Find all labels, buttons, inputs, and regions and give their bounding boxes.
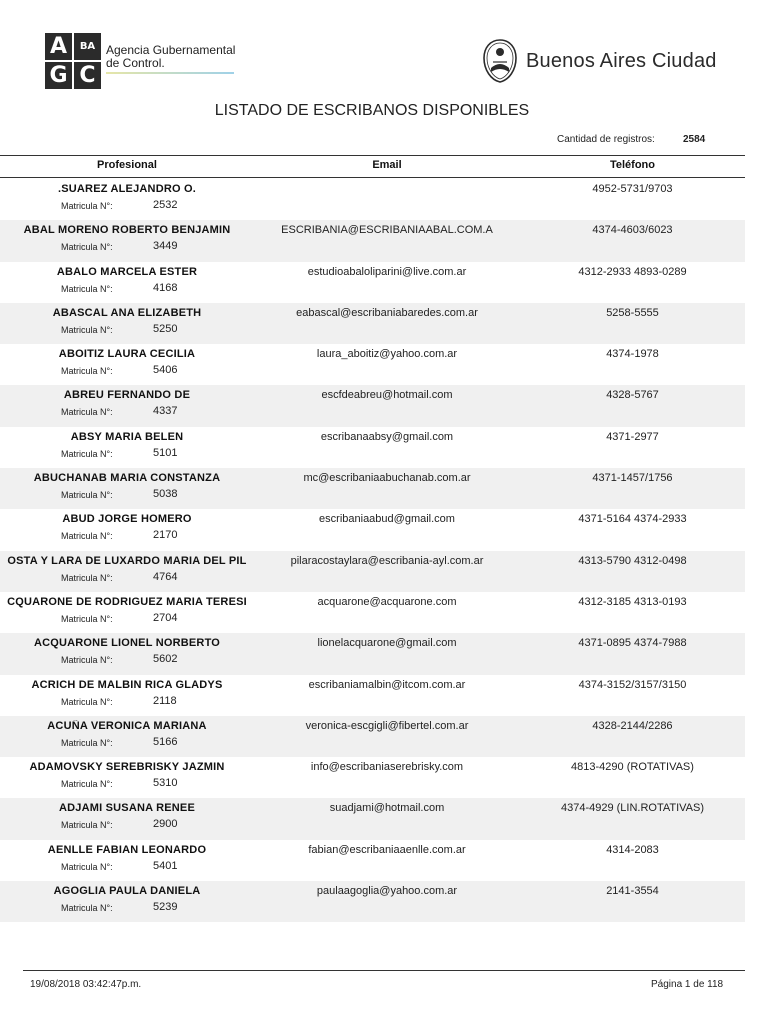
column-header-email: Email [372,159,402,171]
telefono-cell: 4374-4603/6023 [592,224,673,237]
email-cell: mc@escribaniaabuchanab.com.ar [303,472,471,485]
matricula-label: Matricula N°: [61,324,113,335]
telefono-cell: 4313-5790 4312-0498 [578,554,687,567]
notary-name: CQUARONE DE RODRIGUEZ MARIA TERESI [7,595,247,608]
record-count-label: Cantidad de registros: [557,134,655,145]
record-count-value: 2584 [683,134,706,145]
telefono-cell: 4371-5164 4374-2933 [578,513,687,526]
telefono-cell: 4374-1978 [606,348,659,361]
table-row [0,881,745,922]
notary-name: ABUD JORGE HOMERO [62,513,192,526]
agency-underline [106,72,234,74]
notary-name: OSTA Y LARA DE LUXARDO MARIA DEL PIL [7,554,247,567]
matricula-value: 5250 [153,322,178,335]
table-top-rule [0,155,745,156]
matricula-value: 2900 [153,818,178,831]
agc-logo-letter-g: G [45,62,72,89]
matricula-value: 2704 [153,611,178,624]
matricula-label: Matricula N°: [61,613,113,624]
notary-name: ABREU FERNANDO DE [63,389,191,402]
matricula-value: 2170 [153,529,178,542]
email-cell: veronica-escgigli@fibertel.com.ar [305,719,469,732]
matricula-value: 5038 [153,488,178,501]
matricula-value: 4337 [153,405,178,418]
notary-name: ADAMOVSKY SEREBRISKY JAZMIN [29,761,225,774]
matricula-label: Matricula N°: [61,779,113,790]
table-row [0,179,745,220]
email-cell: eabascal@escribaniabaredes.com.ar [296,306,478,319]
notary-name: ACQUARONE LIONEL NORBERTO [33,637,221,650]
telefono-cell: 4952-5731/9703 [592,183,673,195]
matricula-label: Matricula N°: [61,696,113,707]
matricula-label: Matricula N°: [61,655,113,666]
email-cell: ESCRIBANIA@ESCRIBANIAABAL.COM.A [281,224,493,237]
matricula-value: 5406 [153,364,178,377]
matricula-value: 2118 [153,694,177,707]
table-row [0,385,745,426]
matricula-label: Matricula N°: [61,490,113,501]
telefono-cell: 4312-2933 4893-0289 [578,265,687,278]
matricula-value: 3449 [153,240,178,253]
email-cell: estudioabaloliparini@live.com.ar [307,265,467,278]
table-row [0,551,745,592]
agc-logo-letter-a: A [45,33,72,60]
footer-timestamp: 19/08/2018 03:42:47p.m. [30,979,142,990]
table-row [0,757,745,798]
telefono-cell: 4371-1457/1756 [592,472,673,485]
matricula-label: Matricula N°: [61,283,113,294]
matricula-value: 5401 [153,859,178,872]
telefono-cell: 4374-4929 (LIN.ROTATIVAS) [560,802,705,815]
notary-name: AENLLE FABIAN LEONARDO [47,843,207,856]
agency-name-line1: Agencia Gubernamental [106,43,236,57]
email-cell: info@escribaniaserebrisky.com [310,761,464,774]
matricula-label: Matricula N°: [61,531,113,542]
table-body [0,179,745,922]
email-cell: laura_aboitiz@yahoo.com.ar [316,348,458,361]
matricula-value: 4168 [153,281,178,294]
telefono-cell: 5258-5555 [606,306,659,319]
matricula-label: Matricula N°: [61,448,113,459]
table-row [0,344,745,385]
matricula-label: Matricula N°: [61,572,113,583]
notary-name: ABAL MORENO ROBERTO BENJAMIN [23,224,231,237]
notary-name: ABUCHANAB MARIA CONSTANZA [33,472,221,485]
notary-name: ACUÑA VERONICA MARIANA [47,719,207,732]
city-name: Buenos Aires Ciudad [526,50,717,72]
agc-logo-letter-ba: BA [74,33,101,60]
table-row [0,716,745,757]
notary-name: AGOGLIA PAULA DANIELA [53,885,201,898]
telefono-cell: 4374-3152/3157/3150 [578,678,687,691]
table-row [0,468,745,509]
matricula-value: 5101 [153,446,178,459]
telefono-cell: 4312-3185 4313-0193 [578,595,687,608]
matricula-label: Matricula N°: [61,737,113,748]
notary-name: .SUAREZ ALEJANDRO O. [57,183,197,195]
table-row [0,675,745,716]
agency-name [106,44,235,70]
email-cell: acquarone@acquarone.com [317,595,457,608]
telefono-cell: 4371-2977 [606,430,659,443]
agc-logo [45,33,101,89]
matricula-label: Matricula N°: [61,366,113,377]
table-row [0,592,745,633]
email-cell: escfdeabreu@hotmail.com [321,389,453,402]
footer-rule [23,970,745,971]
table-header-rule [0,177,745,178]
matricula-label: Matricula N°: [61,201,113,211]
city-crest-icon [481,38,519,84]
table-row [0,840,745,881]
telefono-cell: 2141-3554 [606,885,659,898]
agency-name-line2: de Control. [106,56,165,70]
telefono-cell: 4371-0895 4374-7988 [578,637,687,650]
notary-name: ABALO MARCELA ESTER [56,265,198,278]
notary-name: ABASCAL ANA ELIZABETH [52,306,202,319]
email-cell: paulaagoglia@yahoo.com.ar [316,885,458,898]
matricula-value: 5602 [153,653,178,666]
matricula-value: 5166 [153,735,178,748]
matricula-label: Matricula N°: [61,820,113,831]
table-row [0,220,745,261]
matricula-value: 2532 [153,199,178,211]
email-cell: escribaniamalbin@itcom.com.ar [308,678,466,691]
notary-name: ADJAMI SUSANA RENEE [58,802,196,815]
table-row [0,798,745,839]
email-cell: fabian@escribaniaaenlle.com.ar [308,843,466,856]
telefono-cell: 4813-4290 (ROTATIVAS) [571,761,694,774]
matricula-value: 5310 [153,777,178,790]
telefono-cell: 4328-2144/2286 [592,719,673,732]
matricula-value: 4764 [153,570,178,583]
matricula-label: Matricula N°: [61,242,113,253]
email-cell: pilaracostaylara@escribania-ayl.com.ar [290,554,484,567]
telefono-cell: 4314-2083 [606,843,659,856]
telefono-cell: 4328-5767 [606,389,659,402]
table-row [0,427,745,468]
table-row [0,262,745,303]
table-row [0,303,745,344]
notary-name: ABSY MARIA BELEN [70,430,184,443]
matricula-label: Matricula N°: [61,407,113,418]
column-header-profesional: Profesional [97,159,157,171]
email-cell: escribanaabsy@gmail.com [320,430,454,443]
notary-name: ACRICH DE MALBIN RICA GLADYS [31,678,223,691]
matricula-label: Matricula N°: [61,903,113,914]
email-cell: suadjami@hotmail.com [329,802,445,815]
email-cell: lionelacquarone@gmail.com [317,637,457,650]
footer-page-number: Página 1 de 118 [651,979,724,990]
matricula-label: Matricula N°: [61,861,113,872]
email-cell: escribaniaabud@gmail.com [319,513,455,526]
document-title: LISTADO DE ESCRIBANOS DISPONIBLES [214,102,530,119]
matricula-value: 5239 [153,901,178,914]
column-header-telefono: Teléfono [609,159,655,171]
agc-logo-letter-c: C [74,62,101,89]
table-row [0,509,745,550]
notary-name: ABOITIZ LAURA CECILIA [58,348,196,361]
table-row [0,633,745,674]
